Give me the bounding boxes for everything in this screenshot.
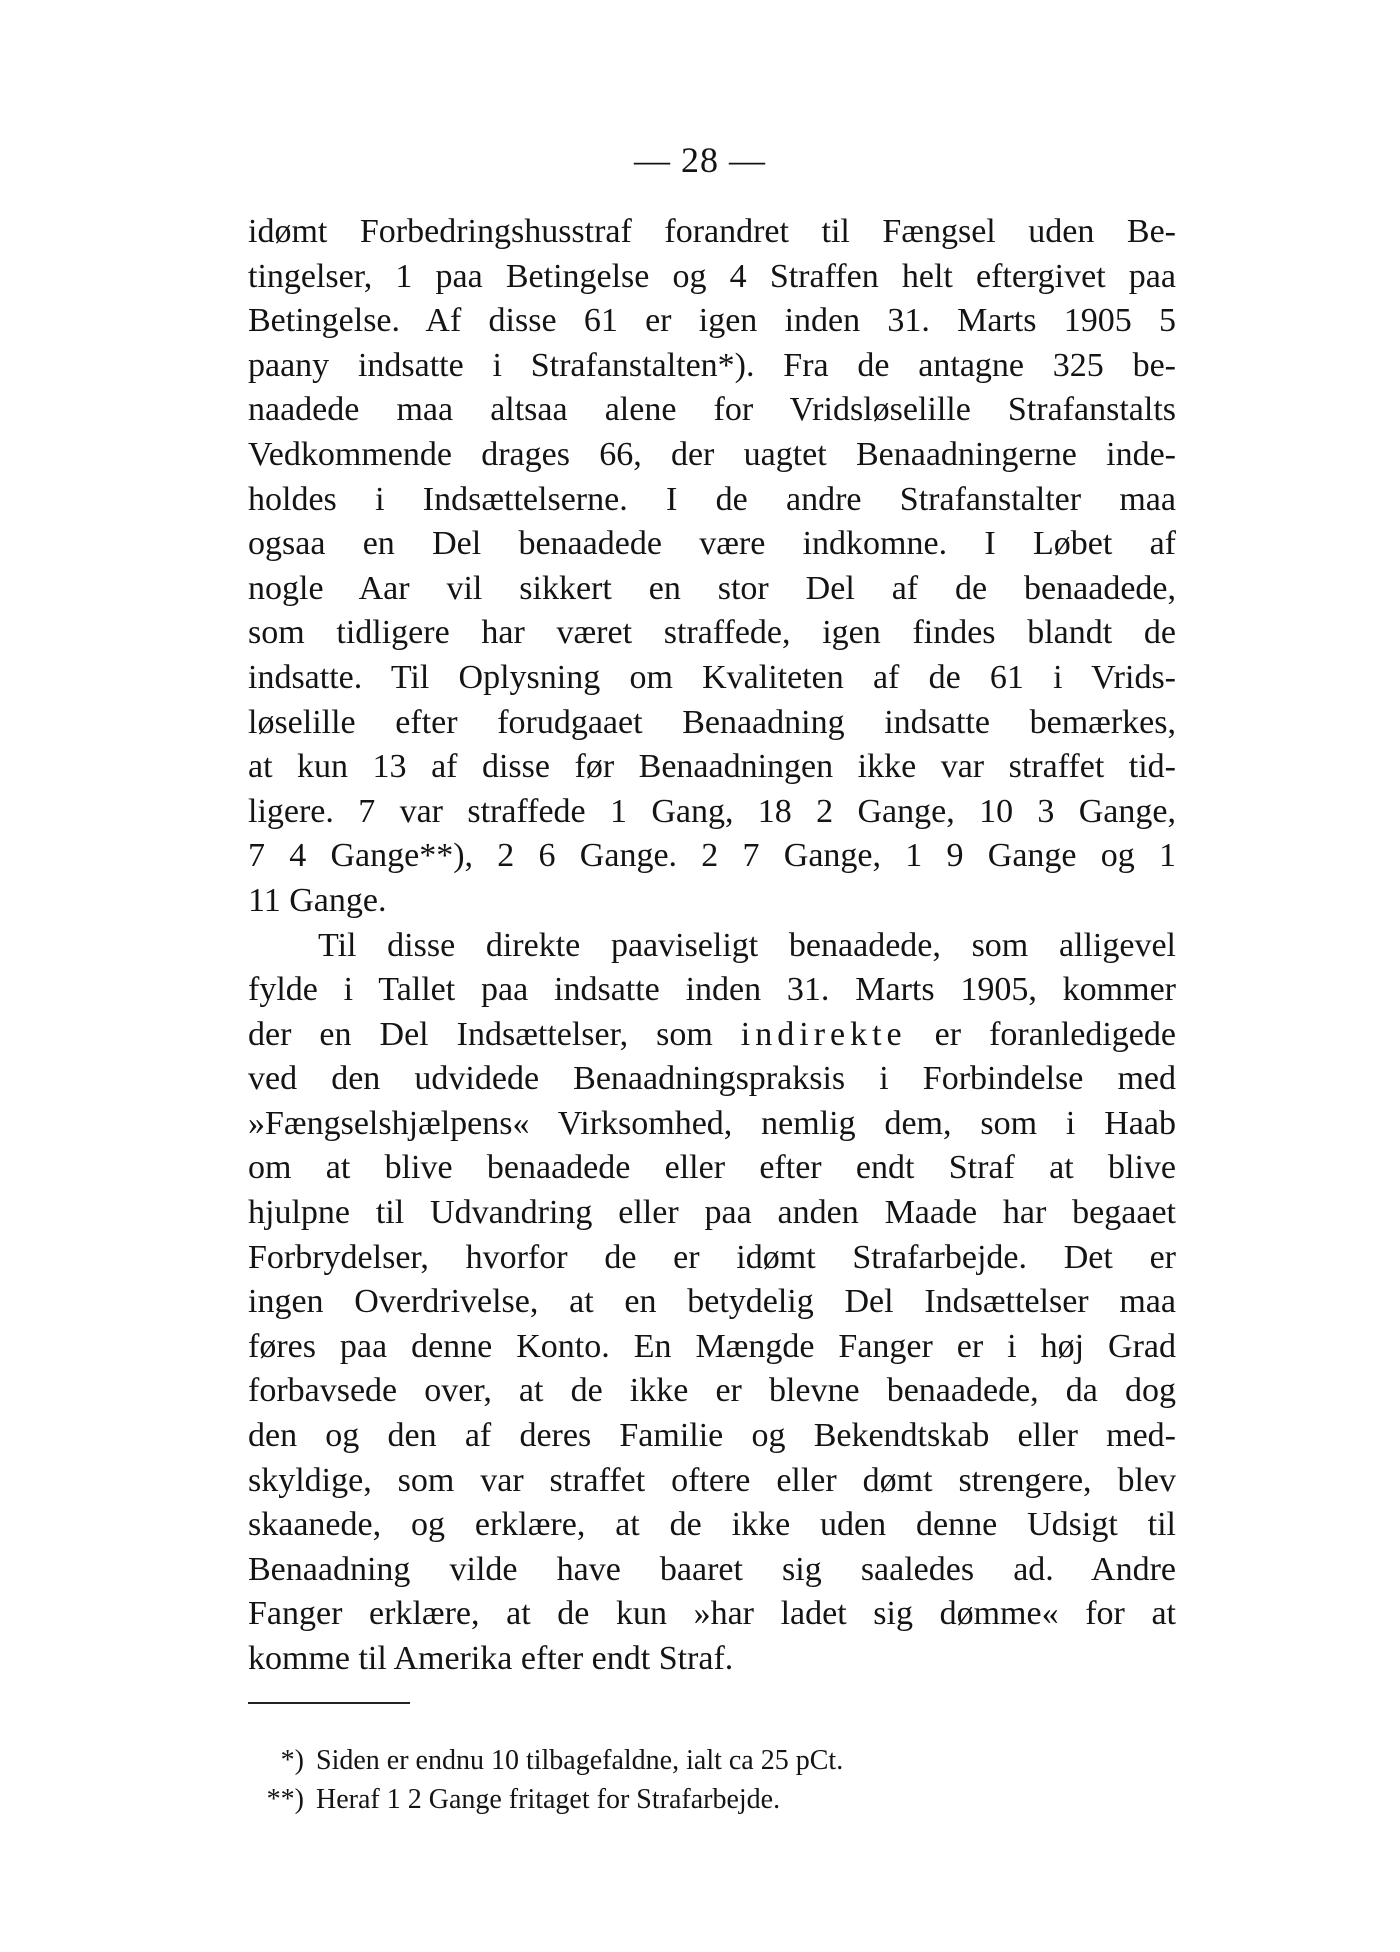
text-segment: er foranledigede [906,1015,1176,1053]
body-text [248,210,1176,1682]
footnote-mark: *) [280,1745,304,1776]
text-line: komme til Amerika efter endt Straf. [248,1640,734,1677]
text-line: nogle Aar vil sikkert en stor Del af de benaadede, [248,569,1176,607]
footnote [262,1741,1162,1780]
text-line: Benaadning vilde have baaret sig saaledes ad. Andre [248,1550,1176,1588]
text-line: fylde i Tallet paa indsatte inden 31. Marts 1905, kommer [248,971,1176,1009]
text-line [248,1013,1176,1058]
text-line: forbavsede over, at de ikke er blevne benaadede, da dog [248,1372,1176,1410]
text-line: løselille efter forudgaaet Benaadning indsatte bemærkes, [248,703,1176,741]
text-segment: der en Del Indsættelser, som [248,1015,741,1053]
text-line: »Fængselshjælpens« Virksomhed, nemlig dem, som i Haab [248,1104,1176,1142]
text-line: paany indsatte i Strafanstalten*). Fra de antagne 325 be- [248,346,1176,384]
text-line: Fanger erklære, at de kun »har ladet sig dømme« for at [248,1595,1176,1633]
text-line: tingelser, 1 paa Betingelse og 4 Straffen helt eftergivet paa [248,257,1176,295]
footnote-divider [248,1702,410,1704]
text-line: føres paa denne Konto. En Mængde Fanger er i høj Grad [248,1327,1176,1365]
text-line: ogsaa en Del benaadede være indkomne. I Løbet af [248,525,1176,563]
text-line: idømt Forbedringshusstraf forandret til Fængsel uden Be- [248,213,1176,250]
text-line: hjulpne til Udvandring eller paa anden Maade har begaaet [248,1194,1176,1232]
text-line: som tidligere har været straffede, igen findes blandt de [248,614,1176,652]
page-number: — 28 — [634,140,766,180]
text-line: holdes i Indsættelserne. I de andre Strafanstalter maa [248,480,1176,518]
text-line: indsatte. Til Oplysning om Kvaliteten af de 61 i Vrids- [248,658,1176,696]
paragraph-2 [248,924,1176,1682]
text-line: Betingelse. Af disse 61 er igen inden 31. Marts 1905 5 [248,302,1176,340]
paragraph-1 [248,210,1176,924]
text-line: ved den udvidede Benaadningspraksis i Forbindelse med [248,1060,1176,1098]
text-line: ingen Overdrivelse, at en betydelig Del Indsættelser maa [248,1283,1176,1321]
text-line: 11 Gange. [248,881,387,919]
text-line: at kun 13 af disse før Benaadningen ikke var straffet tid- [248,748,1176,786]
text-line: 7 4 Gange**), 2 6 Gange. 2 7 Gange, 1 9 Gange og 1 [248,837,1176,875]
footnote-text: Heraf 1 2 Gange fritaget for Strafarbejde. [316,1784,781,1815]
text-line: den og den af deres Familie og Bekendtskab eller med- [248,1417,1176,1455]
footnote [262,1780,1162,1819]
emphasized-word: indirekte [740,1015,907,1053]
text-line: Vedkommende drages 66, der uagtet Benaadningerne inde- [248,435,1176,473]
text-line: om at blive benaadede eller efter endt Straf at blive [248,1149,1176,1187]
text-line: naadede maa altsaa alene for Vridsløselille Strafanstalts [248,391,1176,429]
text-line: Forbrydelser, hvorfor de er idømt Strafarbejde. Det er [248,1238,1176,1276]
footnote-text: Siden er endnu 10 tilbagefaldne, ialt ca 25 pCt. [316,1745,844,1776]
text-line: skaanede, og erklære, at de ikke uden denne Udsigt til [248,1506,1176,1544]
footnote-mark: **) [266,1784,304,1815]
text-line: Til disse direkte paaviseligt benaadede, som alligevel [318,926,1176,964]
text-line: skyldige, som var straffet oftere eller dømt strengere, blev [248,1461,1176,1499]
text-line: ligere. 7 var straffede 1 Gang, 18 2 Gange, 10 3 Gange, [248,792,1176,830]
footnotes [262,1741,1162,1819]
